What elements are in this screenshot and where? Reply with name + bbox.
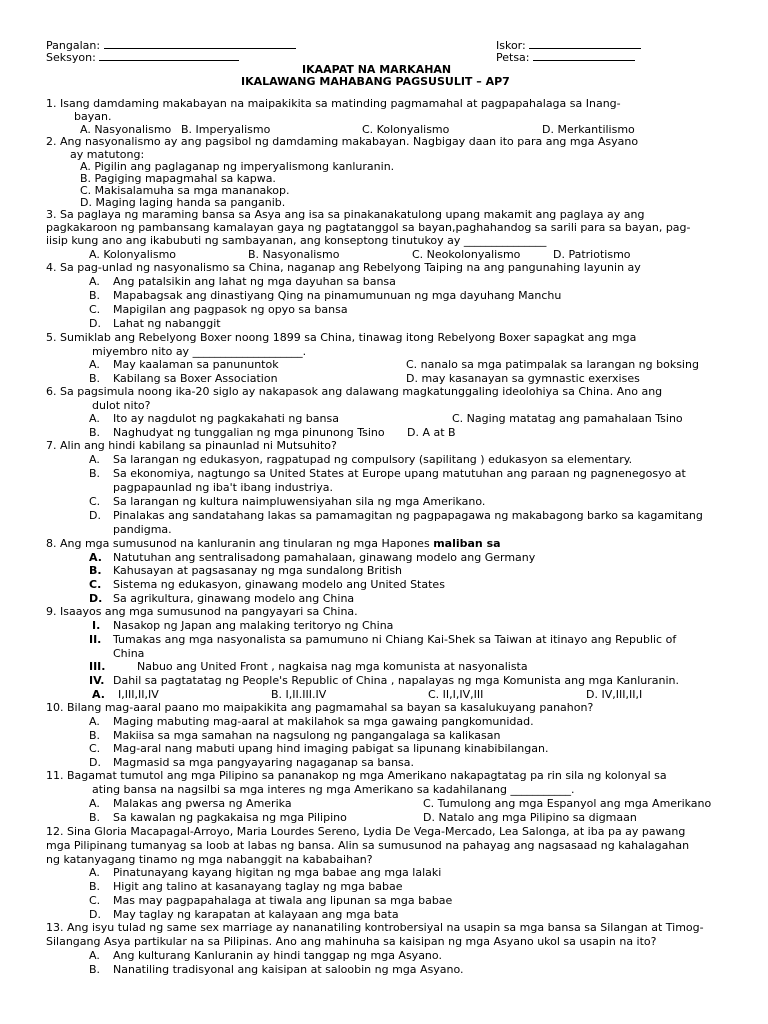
name-blank[interactable]	[104, 39, 296, 49]
q5-choice-d[interactable]: D. may kasanayan sa gymnastic exerxises	[406, 372, 640, 385]
date-field[interactable]	[496, 51, 635, 64]
q11-choice-b-letter: B.	[89, 811, 101, 824]
q7-choice-b-cont: pagpapaunlad ng iba't ibang industriya.	[113, 481, 334, 494]
q11-text-cont: ating bansa na nagsilbi sa mga interes ng mga Amerikano sa kadahilanang ___________.	[92, 783, 575, 796]
q4-choice-b[interactable]: Mapabagsak ang dinastiyang Qing na pinamumunuan ng mga dayuhang Manchu	[113, 289, 562, 302]
q6-choice-a[interactable]: Ito ay nagdulot ng pagkakahati ng bansa	[113, 412, 339, 425]
q7-choice-d-letter: D.	[89, 509, 101, 522]
q7-choice-b[interactable]: Sa ekonomiya, nagtungo sa United States at Europe upang matutuhan ang paraan ng pagnenegosyo at	[113, 467, 686, 480]
q12-text-3: ng katanyagang tinamo ng mga nabanggit na kababaihan?	[46, 853, 373, 866]
q9-choice-d[interactable]: D. IV,III,II,I	[586, 688, 643, 701]
q2-text: 2. Ang nasyonalismo ay ang pagsibol ng damdaming makabayan. Nagbigay daan ito para ang mga Asyano	[46, 135, 639, 148]
q8-choice-c-letter: C.	[89, 578, 102, 591]
quarter-title: IKAAPAT NA MARKAHAN	[302, 63, 452, 76]
q6-choice-b-letter: B.	[89, 426, 101, 439]
q8-choice-b[interactable]: Kahusayan at pagsasanay ng mga sundalong British	[113, 564, 403, 577]
q4-choice-a-letter: A.	[89, 275, 100, 288]
q3-choice-b[interactable]: B. Nasyonalismo	[248, 248, 340, 261]
q5-choice-c[interactable]: C. nanalo sa mga patimpalak sa larangan ng boksing	[406, 358, 699, 371]
q8-choice-d[interactable]: Sa agrikultura, ginawang modelo ang China	[113, 592, 355, 605]
q8-choice-d-letter: D.	[89, 592, 103, 605]
q11-text: 11. Bagamat tumutol ang mga Pilipino sa pananakop ng mga Amerikano nakapagtatag pa rin sila ng kolonyal sa	[46, 769, 667, 782]
q4-choice-b-letter: B.	[89, 289, 101, 302]
q6-choice-a-letter: A.	[89, 412, 100, 425]
q12-choice-d[interactable]: May taglay ng karapatan at kalayaan ang mga bata	[113, 908, 399, 921]
q9-item-iii-numeral: III.	[89, 660, 106, 673]
q8-emphasis: maliban sa	[433, 537, 501, 550]
q9-choice-b[interactable]: B. I,II.III.IV	[271, 688, 327, 701]
q3-choice-a[interactable]: A. Kolonyalismo	[89, 248, 177, 261]
q1-choice-b[interactable]: B. Imperyalismo	[181, 123, 271, 136]
q10-choice-c-letter: C.	[89, 742, 101, 755]
section-label: Seksyon:	[46, 51, 96, 64]
q11-choice-d[interactable]: D. Natalo ang mga Pilipino sa digmaan	[423, 811, 637, 824]
q7-choice-d[interactable]: Pinalakas ang sandatahang lakas sa pamamagitan ng pagpapagawa ng makabagong barko sa kagamitang	[113, 509, 703, 522]
q8-choice-b-letter: B.	[89, 564, 102, 577]
q2-choice-c[interactable]: C. Makisalamuha sa mga mananakop.	[80, 184, 290, 197]
q9-choice-a-letter: A.	[92, 688, 105, 701]
q10-choice-d[interactable]: Magmasid sa mga pangyayaring nagaganap sa bansa.	[113, 756, 415, 769]
q12-choice-c-letter: C.	[89, 894, 101, 907]
q4-choice-d[interactable]: Lahat ng nabanggit	[113, 317, 221, 330]
q7-choice-d-cont: pandigma.	[113, 523, 172, 536]
q9-item-ii-cont: China	[113, 647, 145, 660]
q12-choice-b[interactable]: Higit ang talino at kasanayang taglay ng mga babae	[113, 880, 403, 893]
q12-text-1: 12. Sina Gloria Macapagal-Arroyo, Maria Lourdes Sereno, Lydia De Vega-Mercado, Lea Salonga, at iba pa ay pawang	[46, 825, 686, 838]
q9-item-i: Nasakop ng Japan ang malaking teritoryo ng China	[113, 619, 394, 632]
q4-choice-c[interactable]: Mapigilan ang pagpasok ng opyo sa bansa	[113, 303, 348, 316]
q4-choice-a[interactable]: Ang patalsikin ang lahat ng mga dayuhan sa bansa	[113, 275, 396, 288]
q13-choice-a-letter: A.	[89, 949, 100, 962]
q9-text: 9. Isaayos ang mga sumusunod na pangyayari sa China.	[46, 605, 358, 618]
q11-choice-c[interactable]: C. Tumulong ang mga Espanyol ang mga Amerikano	[423, 797, 712, 810]
q9-item-i-numeral: I.	[92, 619, 101, 632]
q6-choice-b[interactable]: Naghudyat ng tunggalian ng mga pinunong Tsino	[113, 426, 385, 439]
q10-choice-a-letter: A.	[89, 715, 100, 728]
q9-item-ii-numeral: II.	[89, 633, 102, 646]
q12-choice-a-letter: A.	[89, 866, 100, 879]
q7-choice-b-letter: B.	[89, 467, 101, 480]
q2-choice-b[interactable]: B. Pagiging mapagmahal sa kapwa.	[80, 172, 276, 185]
q13-choice-a[interactable]: Ang kulturang Kanluranin ay hindi tanggap ng mga Asyano.	[113, 949, 442, 962]
q5-choice-a[interactable]: May kaalaman sa panununtok	[113, 358, 279, 371]
q3-text-1: 3. Sa paglaya ng maraming bansa sa Asya ang isa sa pinakanakatulong upang makamit ang paglaya ay ang	[46, 208, 645, 221]
q1-choice-c[interactable]: C. Kolonyalismo	[362, 123, 450, 136]
name-label: Pangalan:	[46, 39, 101, 52]
q12-choice-d-letter: D.	[89, 908, 101, 921]
q10-choice-b-letter: B.	[89, 729, 101, 742]
q7-choice-c[interactable]: Sa larangan ng kultura naimpluwensiyahan sila ng mga Amerikano.	[113, 495, 486, 508]
q6-choice-d[interactable]: D. A at B	[407, 426, 456, 439]
q7-choice-c-letter: C.	[89, 495, 101, 508]
q9-choice-c[interactable]: C. II,I,IV,III	[428, 688, 484, 701]
q7-choice-a[interactable]: Sa larangan ng edukasyon, ragpatupad ng compulsory (sapilitang ) edukasyon sa elementary.	[113, 453, 633, 466]
q2-text-cont: ay matutong:	[70, 148, 145, 161]
q10-text: 10. Bilang mag-aaral paano mo maipakikita ang pagmamahal sa bayan sa kasalukuyang panahon?	[46, 701, 594, 714]
q3-choice-d[interactable]: D. Patriotismo	[553, 248, 631, 261]
q5-choice-b-letter: B.	[89, 372, 101, 385]
q12-choice-b-letter: B.	[89, 880, 101, 893]
q7-text: 7. Alin ang hindi kabilang sa pinaunlad ni Mutsuhito?	[46, 439, 337, 452]
q8-text	[46, 537, 501, 550]
q9-choice-a[interactable]: I,III,II,IV	[118, 688, 159, 701]
q3-choice-c[interactable]: C. Neokolonyalismo	[412, 248, 521, 261]
q8-choice-a-letter: A.	[89, 551, 102, 564]
q4-choice-c-letter: C.	[89, 303, 101, 316]
section-field[interactable]	[46, 51, 239, 64]
q12-choice-c[interactable]: Mas may pagpapahalaga at tiwala ang lipunan sa mga babae	[113, 894, 453, 907]
q5-text: 5. Sumiklab ang Rebelyong Boxer noong 1899 sa China, tinawag itong Rebelyong Boxer sapagkat ang mga	[46, 331, 637, 344]
q9-item-iv-numeral: IV.	[89, 674, 105, 687]
q4-text: 4. Sa pag-unlad ng nasyonalismo sa China, naganap ang Rebelyong Taiping na ang pangunahing layunin ay	[46, 261, 641, 274]
q13-text-1: 13. Ang isyu tulad ng same sex marriage ay nananatiling kontrobersiyal na usapin sa mga bansa sa Silangan at Timog-	[46, 921, 704, 934]
q2-choice-a[interactable]: A. Pigilin ang paglaganap ng imperyalismong kanluranin.	[80, 160, 395, 173]
q4-choice-d-letter: D.	[89, 317, 101, 330]
q10-choice-d-letter: D.	[89, 756, 101, 769]
q7-choice-a-letter: A.	[89, 453, 100, 466]
q11-choice-b[interactable]: Sa kawalan ng pagkakaisa ng mga Pilipino	[113, 811, 347, 824]
q10-choice-b[interactable]: Makiisa sa mga samahan na nagsulong ng pangangalaga sa kalikasan	[113, 729, 501, 742]
date-label: Petsa:	[496, 51, 530, 64]
score-label: Iskor:	[496, 39, 526, 52]
q10-choice-c[interactable]: Mag-aral nang mabuti upang hind imaging pabigat sa lipunang kinabibilangan.	[113, 742, 549, 755]
q11-choice-a-letter: A.	[89, 797, 100, 810]
date-blank[interactable]	[533, 51, 635, 61]
q9-item-iii: Nabuo ang United Front , nagkaisa nag mga komunista at nasyonalista	[137, 660, 528, 673]
q5-choice-a-letter: A.	[89, 358, 100, 371]
q12-choice-a[interactable]: Pinatunayang kayang higitan ng mga babae ang mga lalaki	[113, 866, 442, 879]
q8-choice-c[interactable]: Sistema ng edukasyon, ginawang modelo ang United States	[113, 578, 445, 591]
q3-text-3: iisip kung ano ang ikabubuti ng sambayanan, ang konseptong tinutukoy ay _______________	[46, 234, 547, 247]
q6-choice-c[interactable]: C. Naging matatag ang pamahalaan Tsino	[452, 412, 683, 425]
section-blank[interactable]	[99, 51, 239, 61]
q6-text-cont: dulot nito?	[92, 399, 151, 412]
q9-item-iv: Dahil sa pagtatatag ng People's Republic of China , napalayas ng mga Komunista ang mga Kanluranin.	[113, 674, 680, 687]
q1-text: 1. Isang damdaming makabayan na maipakikita sa matinding pagmamahal at pagpapahalaga sa Inang-	[46, 97, 621, 110]
q8-text-main: 8. Ang mga sumusunod na kanluranin ang tinularan ng mga Hapones	[46, 537, 430, 550]
q10-choice-a[interactable]: Maging mabuting mag-aaral at makilahok sa mga gawaing pangkomunidad.	[113, 715, 534, 728]
q2-choice-d[interactable]: D. Maging laging handa sa panganib.	[80, 196, 286, 209]
q1-choice-d[interactable]: D. Merkantilismo	[542, 123, 635, 136]
q9-item-ii: Tumakas ang mga nasyonalista sa pamumuno ni Chiang Kai-Shek sa Taiwan at itinayo ang Republic of	[113, 633, 677, 646]
q5-text-cont: miyembro nito ay ____________________.	[92, 345, 307, 358]
q8-choice-a[interactable]: Natutuhan ang sentralisadong pamahalaan, ginawang modelo ang Germany	[113, 551, 536, 564]
q1-choice-a[interactable]: A. Nasyonalismo	[80, 123, 172, 136]
q11-choice-a[interactable]: Malakas ang pwersa ng Amerika	[113, 797, 292, 810]
exam-title: IKALAWANG MAHABANG PAGSUSULIT – AP7	[241, 75, 510, 88]
q1-text-cont: bayan.	[74, 110, 112, 123]
q5-choice-b[interactable]: Kabilang sa Boxer Association	[113, 372, 278, 385]
q6-text: 6. Sa pagsimula noong ika-20 siglo ay nakapasok ang dalawang magkatunggaling ideolohiya sa China. Ano ang	[46, 385, 663, 398]
q13-choice-b-letter: B.	[89, 963, 101, 976]
score-blank[interactable]	[529, 39, 641, 49]
q12-text-2: mga Pilipinang tumanyag sa loob at labas ng bansa. Alin sa sumusunod na pahayag ang nagsasaad ng kahalagahan	[46, 839, 690, 852]
q13-text-2: Silangang Asya partikular na sa Pilipinas. Ano ang mahinuha sa kaisipan ng mga Asyano ukol sa usapin na ito?	[46, 935, 657, 948]
q13-choice-b[interactable]: Nanatiling tradisyonal ang kaisipan at saloobin ng mga Asyano.	[113, 963, 464, 976]
q3-text-2: pagkakaroon ng pambansang kamalayan gaya ng pagtatanggol sa bayan,paghahandog sa sarili para sa bayan, pag-	[46, 221, 691, 234]
